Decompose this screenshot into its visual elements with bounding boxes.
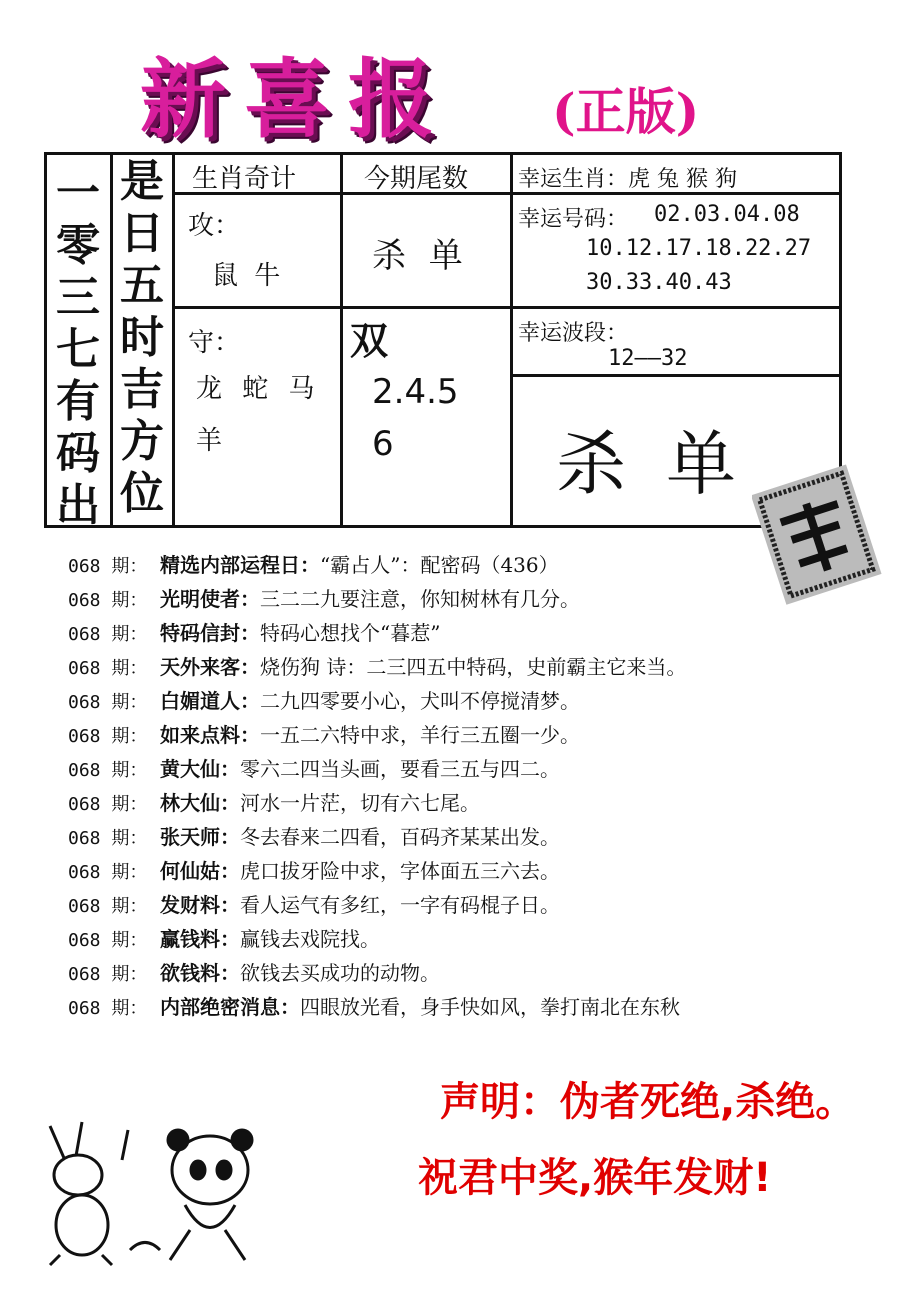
entry-name: 光明使者：	[160, 587, 260, 611]
entry-text: 冬去春来二四看，百码齐某某出发。	[240, 825, 560, 849]
declaration: 声明：伪者死绝,杀绝。	[440, 1079, 856, 1125]
entry-period: 068 期：	[68, 828, 148, 849]
defend-label: 守：	[188, 328, 241, 358]
vertical-char: 吉	[120, 364, 164, 415]
table-divider	[340, 152, 343, 528]
vertical-char: 有	[56, 376, 100, 427]
entry-period: 068 期：	[68, 794, 148, 815]
entry-period: 068 期：	[68, 862, 148, 883]
list-item	[68, 752, 868, 786]
entry-period: 068 期：	[68, 760, 148, 781]
entry-text: 特码心想找个“暮惹”	[260, 621, 441, 645]
entry-name: 张天师：	[160, 825, 240, 849]
list-item	[68, 548, 868, 582]
entry-name: 如来点料：	[160, 723, 260, 747]
table-divider	[172, 152, 175, 528]
tail-header: 今期尾数	[364, 164, 469, 194]
list-item	[68, 616, 868, 650]
entry-name: 黄大仙：	[160, 757, 240, 781]
entry-text: “霸占人”：配密码（436）	[320, 553, 559, 577]
vertical-char: 时	[120, 312, 164, 363]
table-divider	[172, 306, 510, 309]
entry-text: 烧伤狗 诗：二三四五中特码，史前霸主它来当。	[260, 655, 687, 679]
list-item	[68, 650, 868, 684]
entry-text: 四眼放光看，身手快如风，拳打南北在东秋	[300, 995, 680, 1019]
list-item	[68, 922, 868, 956]
table-divider	[510, 374, 842, 377]
entry-name: 精选内部运程日：	[160, 553, 320, 577]
entry-period: 068 期：	[68, 964, 148, 985]
tail-double: 双	[350, 318, 389, 363]
entry-text: 二九四零要小心，犬叫不停搅清梦。	[260, 689, 580, 713]
attack-label: 攻：	[188, 211, 241, 241]
tail-nums-2: 6	[372, 424, 394, 464]
list-item	[68, 718, 868, 752]
vertical-char: 位	[120, 468, 164, 519]
tail-nums-1: 2.4.5	[372, 372, 459, 412]
defend-value-1: 龙 蛇 马	[196, 374, 321, 404]
attack-value: 鼠 牛	[212, 261, 285, 291]
blessing: 祝君中奖,猴年发财!	[418, 1155, 772, 1201]
list-item	[68, 956, 868, 990]
lucky-wave-value: 12——32	[608, 346, 688, 371]
vertical-char: 方	[120, 416, 164, 467]
entry-name: 何仙姑：	[160, 859, 240, 883]
vertical-char: 五	[120, 260, 164, 311]
vertical-char: 是	[120, 156, 164, 207]
entry-period: 068 期：	[68, 658, 148, 679]
lucky-numbers-1: 02.03.04.08	[654, 202, 800, 227]
entry-period: 068 期：	[68, 556, 148, 577]
entry-name: 欲钱料：	[160, 961, 240, 985]
entry-period: 068 期：	[68, 998, 148, 1019]
entry-text: 看人运气有多红，一字有码棍子日。	[240, 893, 560, 917]
entries-list	[68, 548, 868, 1024]
list-item	[68, 990, 868, 1024]
kill-single-small: 杀 单	[372, 236, 469, 276]
entry-name: 内部绝密消息：	[160, 995, 300, 1019]
list-item	[68, 820, 868, 854]
entry-name: 发财料：	[160, 893, 240, 917]
lucky-numbers-label: 幸运号码：	[518, 207, 629, 232]
vertical-char: 码	[56, 428, 100, 479]
defend-value-2: 羊	[196, 426, 223, 456]
entry-name: 林大仙：	[160, 791, 240, 815]
entry-period: 068 期：	[68, 930, 148, 951]
vertical-char: 三	[56, 272, 100, 323]
entry-text: 河水一片茫，切有六七尾。	[240, 791, 480, 815]
vertical-char: 七	[56, 324, 100, 375]
entry-text: 一五二六特中求，羊行三五圈一少。	[260, 723, 580, 747]
entry-period: 068 期：	[68, 896, 148, 917]
entry-name: 天外来客：	[160, 655, 260, 679]
entry-name: 特码信封：	[160, 621, 260, 645]
cartoon-animals-icon	[20, 1120, 270, 1270]
table-divider	[510, 152, 513, 528]
entry-name: 赢钱料：	[160, 927, 240, 951]
list-item	[68, 888, 868, 922]
zodiac-header: 生肖奇计	[192, 164, 297, 194]
vertical-char: 零	[56, 220, 100, 271]
entry-period: 068 期：	[68, 726, 148, 747]
entry-period: 068 期：	[68, 590, 148, 611]
entry-text: 欲钱去买成功的动物。	[240, 961, 440, 985]
entry-period: 068 期：	[68, 692, 148, 713]
vertical-char: 一	[56, 168, 100, 219]
table-divider	[110, 152, 113, 528]
lucky-zodiac: 幸运生肖：虎 兔 猴 狗	[518, 167, 737, 192]
entry-text: 零六二四当头画，要看三五与四二。	[240, 757, 560, 781]
vertical-char: 出	[56, 480, 100, 531]
entry-text: 三二二九要注意，你知树林有几分。	[260, 587, 580, 611]
entry-name: 白媚道人：	[160, 689, 260, 713]
list-item	[68, 854, 868, 888]
entry-text: 赢钱去戏院找。	[240, 927, 380, 951]
lucky-wave-label: 幸运波段：	[518, 321, 629, 346]
lucky-numbers-2: 10.12.17.18.22.27	[586, 236, 812, 261]
table-divider	[510, 306, 842, 309]
vertical-char: 日	[120, 208, 164, 259]
lucky-numbers-3: 30.33.40.43	[586, 270, 732, 295]
page-title: 新喜报	[140, 49, 452, 150]
kill-single-big: 杀单	[556, 423, 776, 505]
list-item	[68, 684, 868, 718]
list-item	[68, 582, 868, 616]
list-item	[68, 786, 868, 820]
vertical-column-2	[114, 156, 170, 520]
entry-text: 虎口拔牙险中求，字体面五三六去。	[240, 859, 560, 883]
vertical-column-1	[50, 168, 106, 532]
edition-label: (正版)	[552, 82, 700, 141]
entry-period: 068 期：	[68, 624, 148, 645]
